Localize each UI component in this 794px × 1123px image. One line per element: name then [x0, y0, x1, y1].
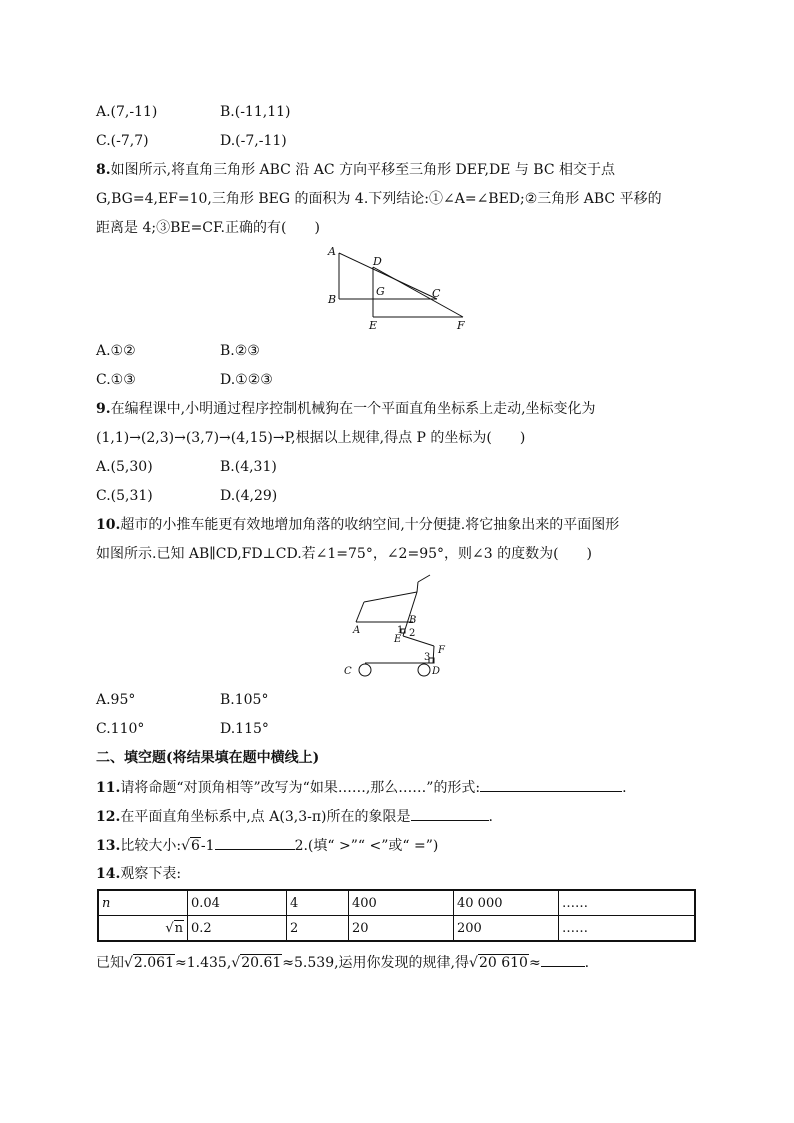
q7-option-c: C.(-7,7) — [96, 133, 149, 149]
q13-prefix: 比较大小: — [120, 838, 182, 854]
q10-line-1 — [96, 515, 619, 535]
q9-text-1: 在编程课中,小明通过程序控制机械狗在一个平面直角坐标系上走动,坐标变化为 — [110, 401, 596, 417]
q14-radicand-3: 20 610 — [478, 955, 528, 971]
q9-option-a: A.(5,30) — [96, 459, 153, 475]
q14-radicand-2: 20.61 — [241, 955, 282, 971]
table-cell: 400 — [349, 890, 454, 916]
q9-option-c: C.(5,31) — [96, 488, 153, 504]
q13-number: 13. — [96, 838, 121, 854]
q9-number: 9. — [96, 401, 111, 417]
q7-option-d: D.(-7,-11) — [220, 133, 287, 149]
q11-text: 请将命题“对顶角相等”改写为“如果……,那么……”的形式: — [120, 780, 481, 796]
q8-text-1: 如图所示,将直角三角形 ABC 沿 AC 方向平移至三角形 DEF,DE 与 BC 相交于点 — [110, 162, 615, 178]
q10-label-c: C — [344, 666, 352, 677]
q9-line-2: (1,1)→(2,3)→(3,7)→(4,15)→P,根据以上规律,得点 P 的坐标为( ) — [96, 430, 526, 446]
q8-line-1 — [96, 160, 615, 180]
q10-label-b: B — [409, 615, 417, 626]
table-cell: 200 — [454, 916, 559, 942]
q8-label-f: F — [457, 319, 465, 332]
q7-option-b: B.(-11,11) — [220, 104, 291, 120]
q8-option-a: A.①② — [96, 343, 136, 359]
q8-option-b: B.②③ — [220, 343, 260, 359]
table-cell: …… — [559, 890, 696, 916]
q8-option-d: D.①②③ — [220, 372, 273, 388]
q14-radicand-1: 2.061 — [133, 955, 175, 971]
q10-label-f: F — [438, 645, 445, 656]
q8-label-a: A — [328, 245, 336, 258]
q11-answer-blank[interactable] — [480, 777, 622, 792]
table-cell: 0.2 — [188, 916, 287, 942]
q8-label-e: E — [369, 319, 378, 332]
q14-table — [97, 889, 696, 942]
q14-known-prefix: 已知 — [96, 955, 124, 971]
q8-label-g: G — [376, 285, 385, 298]
q14-sqrt-3: √20 610 — [469, 955, 528, 971]
q10-line-2: 如图所示.已知 AB∥CD,FD⊥CD.若∠1=75°，∠2=95°，则∠3 的度数为( ) — [96, 546, 593, 562]
q14-known — [96, 952, 589, 973]
table-row — [98, 916, 695, 942]
q10-number: 10. — [96, 517, 121, 533]
q14-value-3: ≈ — [528, 955, 541, 971]
q8-option-c: C.①③ — [96, 372, 136, 388]
table-cell-sqrt-n: √n — [98, 916, 188, 942]
q10-label-a: A — [353, 625, 361, 636]
q13-post: -1 — [200, 838, 215, 854]
q14-value-2: ≈5.539,运用你发现的规律,得 — [282, 955, 470, 971]
q9-line-1 — [96, 399, 596, 419]
q11-number: 11. — [96, 780, 121, 796]
q12 — [96, 806, 493, 827]
q10-text-1: 超市的小推车能更有效地增加角落的收纳空间,十分便捷.将它抽象出来的平面图形 — [120, 517, 620, 533]
q14-sqrt-1: √2.061 — [124, 955, 175, 971]
q13-sqrt: √6 — [181, 838, 200, 854]
q10-option-a: A.95° — [96, 692, 136, 708]
table-row — [98, 890, 695, 916]
q13 — [96, 835, 438, 856]
q12-end: . — [488, 809, 493, 825]
q14-end: . — [584, 955, 590, 971]
q11-end: . — [622, 780, 627, 796]
table-cell: …… — [559, 916, 696, 942]
table-cell: 0.04 — [188, 890, 287, 916]
q10-option-d: D.115° — [220, 721, 269, 737]
q14-sqrt-2: √20.61 — [231, 955, 282, 971]
q10-option-b: B.105° — [220, 692, 269, 708]
table-cell: 4 — [287, 890, 349, 916]
q10-figure — [340, 570, 460, 680]
q14-answer-blank[interactable] — [541, 952, 585, 967]
q8-label-c: C — [432, 287, 441, 300]
q13-answer-blank[interactable] — [215, 835, 295, 850]
q10-label-2: 2 — [409, 628, 416, 639]
q14-text: 观察下表: — [120, 866, 182, 882]
q10-option-c: C.110° — [96, 721, 145, 737]
table-cell-n — [98, 890, 188, 916]
q8-line-3: 距离是 4;③BE=CF.正确的有( ) — [96, 220, 320, 236]
q10-label-d: D — [432, 666, 441, 677]
q13-tail: 2.(填“ >”“ <”或“ =”) — [294, 838, 439, 854]
q8-label-d: D — [373, 255, 382, 268]
q10-label-3: 3 — [424, 652, 431, 663]
table-cell-n-label: n — [102, 895, 111, 911]
q8-label-b: B — [328, 293, 337, 306]
q14-value-1: ≈1.435, — [175, 955, 232, 971]
q8-number: 8. — [96, 162, 111, 178]
section-2-heading: 二、填空题(将结果填在题中横线上) — [96, 750, 320, 766]
q13-radicand: 6 — [191, 838, 200, 854]
q10-label-e: E — [394, 634, 402, 645]
q8-figure — [326, 243, 472, 333]
q12-answer-blank[interactable] — [411, 806, 489, 821]
q12-number: 12. — [96, 809, 121, 825]
q10-label-1: 1 — [397, 625, 404, 636]
q7-option-a: A.(7,-11) — [96, 104, 158, 120]
sqrt-n-radicand: n — [174, 920, 183, 936]
q8-line-2: G,BG=4,EF=10,三角形 BEG 的面积为 4.下列结论:①∠A=∠BED;②三角形 ABC 平移的 — [96, 191, 662, 207]
q14 — [96, 864, 181, 884]
q12-text: 在平面直角坐标系中,点 A(3,3-π)所在的象限是 — [120, 809, 411, 825]
table-cell: 2 — [287, 916, 349, 942]
q11 — [96, 777, 627, 798]
q14-number: 14. — [96, 866, 121, 882]
q9-option-d: D.(4,29) — [220, 488, 278, 504]
table-cell: 20 — [349, 916, 454, 942]
table-cell: 40 000 — [454, 890, 559, 916]
q9-option-b: B.(4,31) — [220, 459, 277, 475]
